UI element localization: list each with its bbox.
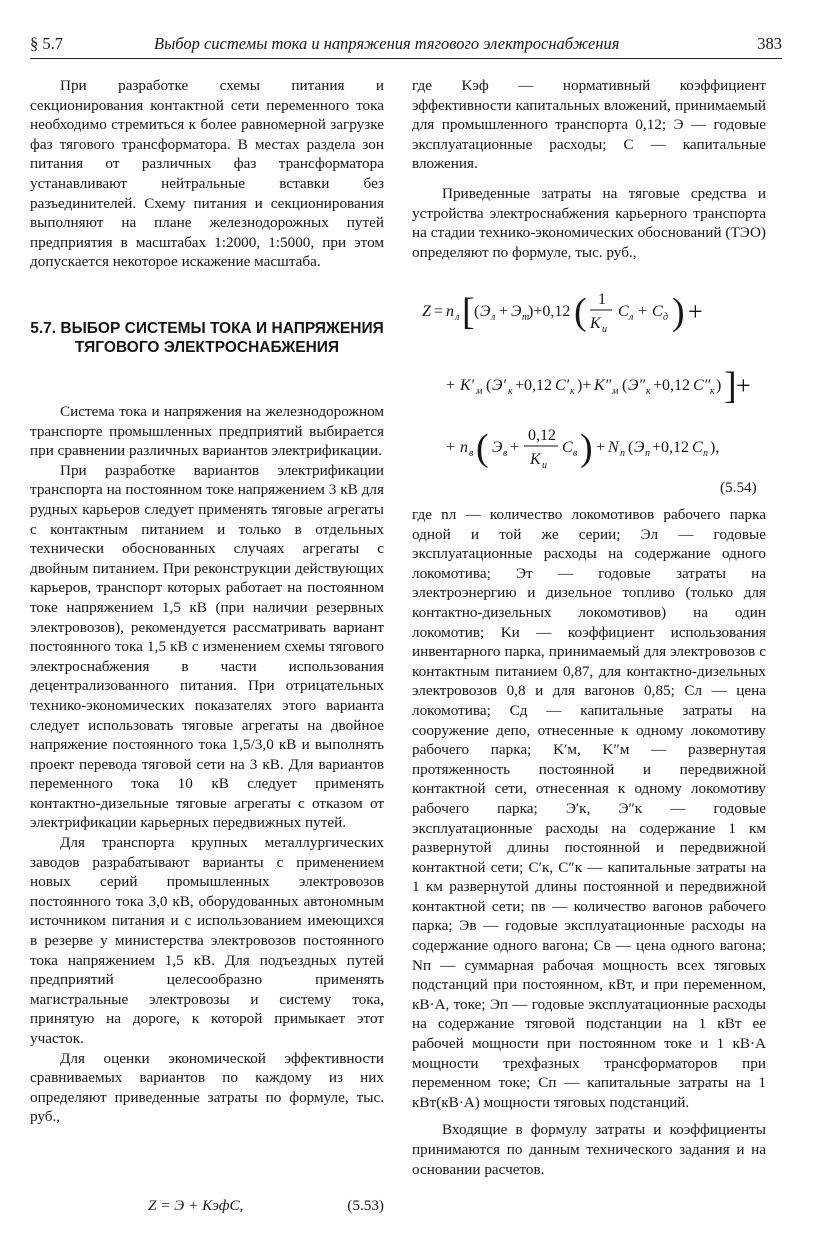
svg-text:Z: Z [422,303,431,320]
header-rule [30,58,782,59]
svg-text:(: ( [628,439,634,456]
left-column [30,76,384,272]
svg-text:м: м [476,386,483,397]
right-column-body [412,505,766,1179]
svg-text:[: [ [462,291,475,333]
svg-text:(: ( [574,291,587,333]
svg-text:C: C [652,303,663,320]
svg-text:и: и [602,324,607,335]
formula-5-53-number: (5.53) [347,1197,384,1214]
left-column-body [30,402,384,1127]
svg-text:=: = [434,303,444,320]
svg-text:K: K [590,315,601,332]
svg-text:п: п [620,448,625,459]
svg-text:в: в [573,448,578,459]
svg-text:л: л [629,312,634,323]
svg-text:к: к [646,386,651,397]
svg-text:+: + [638,303,648,320]
svg-text:в: в [503,448,508,459]
svg-text:n: n [446,303,454,320]
section-heading [30,319,384,357]
svg-text:K: K [530,451,541,468]
svg-text:к: к [570,386,575,397]
header-section: § 5.7 [30,34,63,53]
svg-text:C: C [692,439,703,456]
paragraph: Входящие в формулу затраты и коэффициенты принимаются по данным технического задания и на основании расчетов. [412,1121,766,1178]
svg-text:д: д [663,312,669,323]
svg-text:C′: C′ [555,377,570,394]
svg-text:+0,12: +0,12 [652,439,690,456]
svg-text:т: т [522,312,530,323]
svg-text:(: ( [474,303,480,320]
paragraph: Для транспорта крупных металлургических заводов разрабатывают варианты с применением новых серий промышленных электровозов постоянного тока 3,0 кВ, оборудованных автономным источником питания и с использованием имеющихся в резерве у министерства электровозов постоянного тока напряжением 1,5 кВ. Для подъездных путей предприятий целесообразно применять магистральные электровозы и систему тока, принятую на дороге, к которой примыкает этот участок. [30,834,384,1047]
svg-text:+: + [688,297,703,326]
svg-text:п: п [703,448,708,459]
svg-text:]: ] [724,365,737,407]
svg-text:+: + [499,303,509,320]
svg-text:Э: Э [511,303,522,320]
svg-text:1: 1 [598,291,606,308]
formula-5-54 [412,284,782,484]
svg-text:),: ), [710,439,720,456]
svg-text:м: м [612,386,619,397]
paragraph: Приведенные затраты на тяговые средства и устройства электроснабжения карьерного транспорта на стадии технико-экономических обоснований (ТЭО) определяют по формуле, тыс. руб., [412,184,766,261]
page-number: 383 [757,34,782,53]
svg-text:Э: Э [480,303,491,320]
svg-text:C: C [618,303,629,320]
svg-text:Э: Э [634,439,645,456]
svg-text:л: л [491,312,496,323]
svg-text:+: + [596,439,606,456]
svg-text:Э″: Э″ [628,377,646,394]
svg-text:)+0,12: )+0,12 [528,303,571,320]
svg-text:C: C [562,439,573,456]
svg-text:и: и [542,460,547,471]
formula-5-53-expression: Z = Э + KэфC, [148,1197,244,1214]
svg-text:л: л [455,312,460,323]
svg-text:0,12: 0,12 [528,427,556,444]
svg-text:(: ( [486,377,492,394]
svg-text:+0,12: +0,12 [515,377,553,394]
running-header [30,34,782,58]
svg-text:к: к [508,386,513,397]
svg-text:+: + [510,439,520,456]
svg-text:+: + [446,377,456,394]
svg-text:N: N [608,439,619,456]
section-heading-text: 5.7. ВЫБОР СИСТЕМЫ ТОКА И НАПРЯЖЕНИЯ ТЯГОВОГО ЭЛЕКТРОСНАБЖЕНИЯ [30,320,384,356]
svg-text:в: в [469,448,474,459]
svg-text:): ) [672,291,685,333]
paragraph: При разработке схемы питания и секционирования контактной сети переменного тока необходимо стремиться к более равномерной загрузке фаз тягового трансформатора. В местах раздела зон питания от различных фаз трансформатора устанавливают нейтральные вставки без разъединителей. Схему питания и секционирования выполняют на плане железнодорожных путей предприятия в масштабах 1:2000, 1:5000, при этом допускается некоторое искажение масштаба. [30,77,384,271]
svg-text:(: ( [476,427,489,469]
svg-text:к: к [710,386,715,397]
svg-text:+: + [736,371,751,400]
svg-text:(: ( [622,377,628,394]
paragraph: При разработке вариантов электрификации транспорта на постоянном токе напряжением 3 кВ для рудных карьеров следует применять тяговые агрегаты с контактным питанием и только в отдельных технически обоснованных случаях агрегаты с двойным питанием. При реконструкции действующих карьеров, транспорт которых работает на постоянном токе напряжением 1,5 кВ (при наличии резервных электровозов), рекомендуется рассматривать вариант постоянного тока 1,5 кВ с изменением схемы тягового электроснабжения в части использования децентрализованного питания. При отрицательных технико-экономических показателях этого варианта следует использовать тяговые агрегаты на двойное напряжение постоянного тока 1,5/3,0 кВ и выполнять проект перевода тяговой сети на 3 кВ. Для вариантов переменного тока 10 кВ следует применять контактно-дизельные тяговые агрегаты с отказом от электрификации карьерных передвижных путей. [30,461,384,832]
svg-text:): ) [716,377,722,394]
svg-text:C″: C″ [693,377,711,394]
svg-text:+0,12: +0,12 [653,377,691,394]
paragraph: Система тока и напряжения на железнодорожном транспорте промышленных предприятий выбирается при сравнении различных вариантов электрификации. [30,403,384,460]
paragraph: где Kэф — нормативный коэффициент эффективности капитальных вложений, принимаемый для промышленного транспорта 0,12; Э — годовые эксплуатационные расходы; C — капитальные вложения. [412,77,766,173]
formula-5-54-number: (5.54) [720,479,757,496]
header-title: Выбор системы тока и напряжения тягового электроснабжения [154,34,620,53]
svg-text:Э: Э [492,439,503,456]
svg-text:K″: K″ [594,377,612,394]
svg-text:Э′: Э′ [492,377,506,394]
svg-text:)+: )+ [577,377,592,394]
paragraph: где nл — количество локомотивов рабочего парка одной и той же серии; Эл — годовые эксплуатационные расходы на содержание одного локомотива; Эт — годовые затраты на электроэнергию и дизельное топливо (только для контактно-дизельных локомотивов) на один локомотив; Kи — коэффициент использования инвентарного парка, принимаемый для электровозов с контактным питанием 0,87, для контактно-дизельных электровозов 0,8 и для вагонов 0,85; Cл — цена локомотива; Cд — капитальные затраты на сооружение депо, отнесенные к одному локомотиву рабочего парка; K′м, K″м — развернутая протяженность постоянной и передвижной контактной сети, отнесенная к одному локомотиву рабочего парка; Э′к, Э″к — годовые эксплуатационные расходы на содержание 1 км развернутой длины постоянной и передвижной контактной сети; C′к, C″к — капитальные затраты на 1 км развернутой длины постоянной и передвижной контактной сети; nв — количество вагонов рабочего парка; Эв — годовые эксплуатационные расходы на содержание одного вагона; Cв — цена одного вагона; Nп — суммарная рабочая мощность всех тяговых подстанций при постоянном, кВт, и при переменном, кВ·А, токе; Эп — годовые эксплуатационные расходы на содержание тяговой подстанции на 1 кВт ее рабочей мощности при постоянном токе и 1 кВ·А мощности трехфазных трансформаторов при переменном токе; Cп — капитальные затраты на 1 кВт(кВ·А) мощности тяговых подстанций. [412,506,766,1111]
svg-text:n: n [460,439,468,456]
paragraph: Для оценки экономической эффективности сравниваемых вариантов по каждому из них определяют приведенные затраты по формуле, тыс. руб., [30,1049,384,1126]
svg-text:): ) [580,427,593,469]
right-column-top [412,76,766,262]
svg-text:+: + [446,439,456,456]
svg-text:п: п [645,448,650,459]
svg-text:K′: K′ [460,377,475,394]
